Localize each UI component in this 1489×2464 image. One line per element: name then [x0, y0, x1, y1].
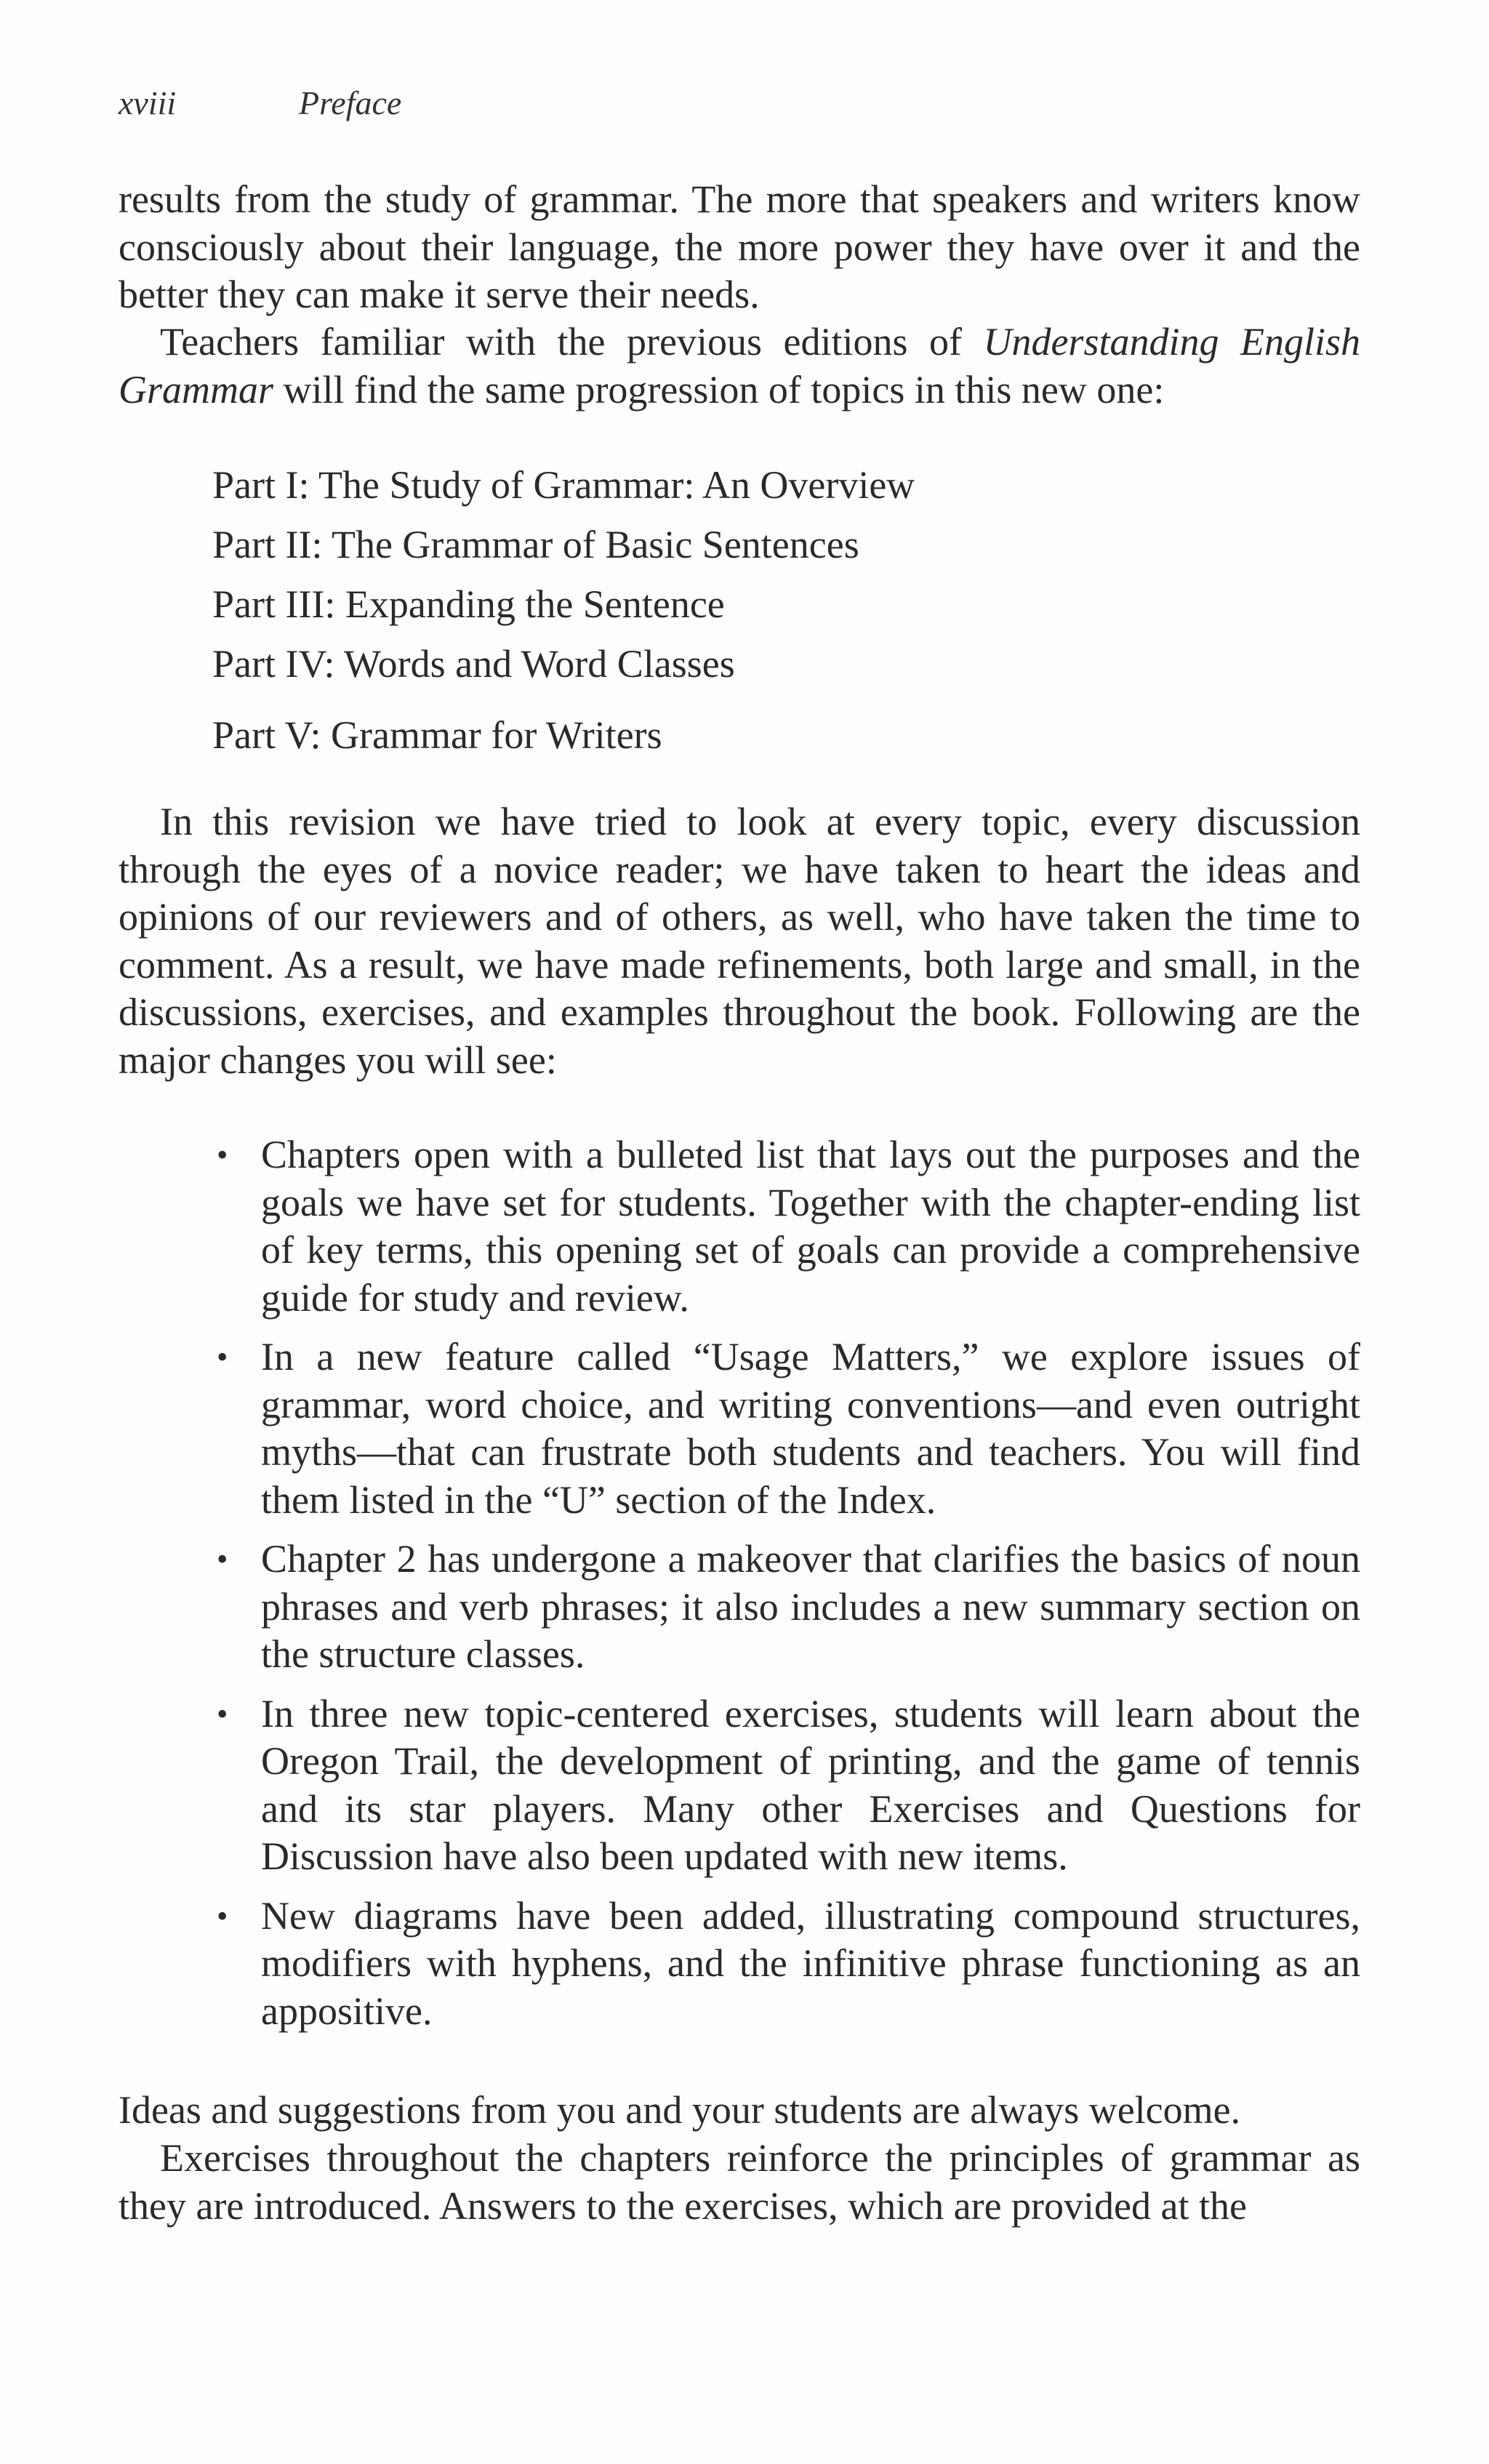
paragraph-text: Ideas and suggestions from you and your students are always welcome.	[119, 2088, 1241, 2132]
bullet-text: New diagrams have been added, illustrating compound structures, modifiers with hyphens, and the infinitive phrase functioning as an appositive.	[261, 1893, 1360, 2033]
paragraph-text: will find the same progression of topics in this new one:	[273, 367, 1165, 412]
bullet-text: Chapter 2 has undergone a makeover that clarifies the basics of noun phrases and verb phrases; it also includes a new summary section on the structure classes.	[261, 1537, 1360, 1676]
paragraph-revision	[119, 798, 1360, 1084]
part-item: Part II: The Grammar of Basic Sentences	[212, 523, 859, 566]
part-item: Part I: The Study of Grammar: An Overview	[212, 463, 915, 507]
bullet-icon: •	[217, 1695, 228, 1732]
page-number: xviii	[119, 84, 177, 121]
running-head	[119, 81, 401, 125]
bullet-icon: •	[217, 1898, 228, 1934]
bullet-item	[212, 1131, 1360, 1322]
bullet-item	[212, 1333, 1360, 1524]
paragraph-text: results from the study of grammar. The more that speakers and writers know consciously about their language, the more power they have over it and the better they can make it serve their needs.	[119, 177, 1360, 316]
book-title: Understanding English Grammar	[119, 320, 1360, 412]
paragraph-text: Teachers familiar with the previous editions of	[160, 320, 984, 364]
bullet-item	[212, 1690, 1360, 1881]
paragraph-editions	[119, 318, 1360, 414]
bullet-text: In a new feature called “Usage Matters,” we explore issues of grammar, word choice, and writing conventions—and even outright myths—that can frustrate both students and teachers. You will find them listed in the “U” section of the Index.	[261, 1335, 1360, 1522]
part-item: Part III: Expanding the Sentence	[212, 582, 725, 626]
part-item: Part IV: Words and Word Classes	[212, 642, 735, 686]
bullet-text: In three new topic-centered exercises, students will learn about the Oregon Trail, the development of printing, and the game of tennis and its star players. Many other Exercises and Questions for Discussion have also been updated with new items.	[261, 1691, 1360, 1878]
bullet-text: Chapters open with a bulleted list that lays out the purposes and the goals we have set for students. Together with the chapter-ending list of key terms, this opening set of goals can provide a comprehensive guide for study and review.	[261, 1133, 1360, 1320]
paragraph-continuation	[119, 176, 1360, 319]
parts-list	[212, 462, 915, 758]
bullet-icon: •	[217, 1339, 228, 1375]
paragraph-suggestions	[119, 2087, 1360, 2135]
running-title: Preface	[299, 84, 402, 121]
bullet-item	[212, 1536, 1360, 1679]
paragraph-text: Exercises throughout the chapters reinforce the principles of grammar as they are introduced. Answers to the exercises, which are provided at the	[119, 2136, 1360, 2228]
part-item: Part V: Grammar for Writers	[212, 713, 662, 757]
changes-list	[212, 1131, 1360, 2047]
bullet-icon: •	[217, 1541, 228, 1577]
paragraph-exercises	[119, 2135, 1360, 2230]
paragraph-text: In this revision we have tried to look at every topic, every discussion through the eyes of a novice reader; we have taken to heart the ideas and opinions of our reviewers and of others, as well, who have taken the time to comment. As a result, we have made refinements, both large and small, in the discussions, exercises, and examples throughout the book. Following are the major changes you will see:	[119, 800, 1360, 1082]
bullet-item	[212, 1893, 1360, 2036]
bullet-icon: •	[217, 1137, 228, 1173]
